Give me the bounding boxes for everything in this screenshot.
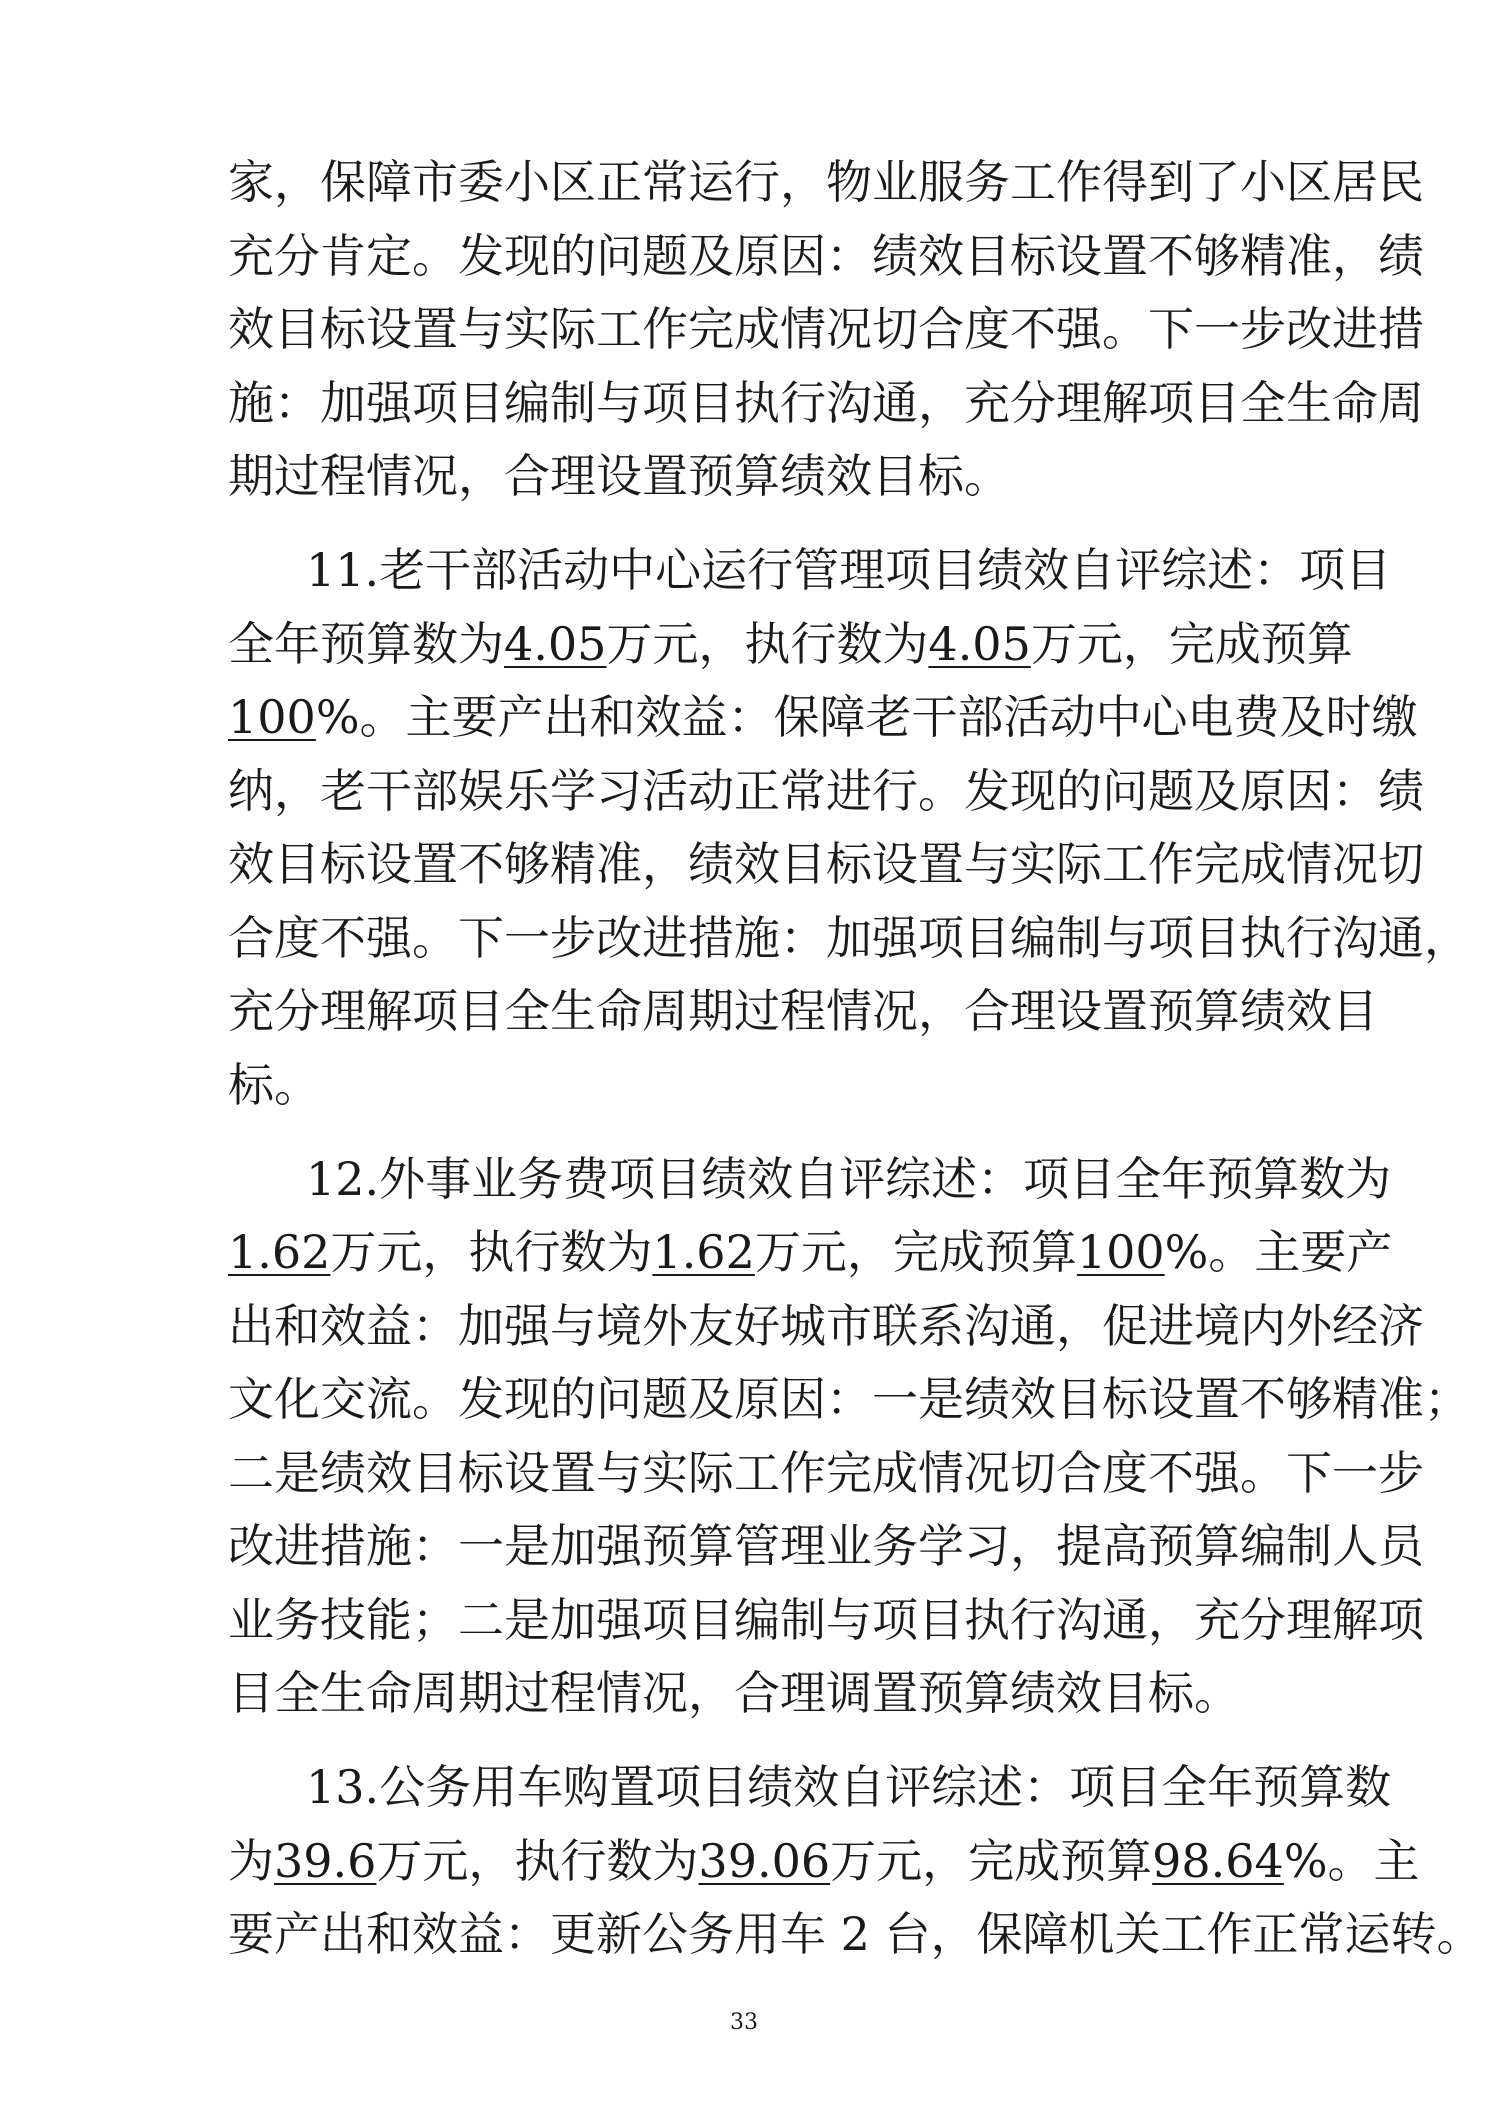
text-line: 充分理解项目全生命周期过程情况，合理设置预算绩效目 [228, 984, 1378, 1038]
text-line: 100%。主要产出和效益：保障老干部活动中心电费及时缴 [228, 690, 1418, 744]
text-line: 文化交流。发现的问题及原因：一是绩效目标设置不够精准； [228, 1372, 1470, 1426]
text-line: 合度不强。下一步改进措施：加强项目编制与项目执行沟通， [228, 911, 1470, 965]
text-line: 纳，老干部娱乐学习活动正常进行。发现的问题及原因：绩 [228, 764, 1424, 818]
text-line: 要产出和效益：更新公务用车 2 台，保障机关工作正常运转。 [228, 1907, 1483, 1961]
completion-rate: 100 [1076, 1225, 1165, 1279]
completion-rate: 100 [228, 690, 316, 744]
completion-rate: 98.64 [1152, 1834, 1284, 1888]
executed-amount: 4.05 [928, 617, 1031, 671]
budget-amount: 4.05 [504, 617, 607, 671]
text-line: 1.62万元，执行数为1.62万元，完成预算100%。主要产 [228, 1225, 1393, 1279]
executed-amount: 39.06 [698, 1834, 831, 1888]
item-13-heading-line: 13.公务用车购置项目绩效自评综述：项目全年预算数 [306, 1760, 1392, 1814]
page-number: 33 [730, 2010, 758, 2035]
text-line: 期过程情况，合理设置预算绩效目标。 [228, 449, 1010, 503]
text-line: 全年预算数为4.05万元，执行数为4.05万元，完成预算 [228, 617, 1353, 671]
text-line: 家，保障市委小区正常运行，物业服务工作得到了小区居民 [228, 155, 1424, 209]
text-line: 目全生命周期过程情况，合理调置预算绩效目标。 [228, 1666, 1240, 1720]
text-line: 出和效益：加强与境外友好城市联系沟通，促进境内外经济 [228, 1299, 1424, 1353]
text-line: 改进措施：一是加强预算管理业务学习，提高预算编制人员 [228, 1519, 1424, 1573]
text-line: 效目标设置不够精准，绩效目标设置与实际工作完成情况切 [228, 837, 1424, 891]
item-11-heading-line: 11.老干部活动中心运行管理项目绩效自评综述：项目 [306, 543, 1392, 597]
text-line: 施：加强项目编制与项目执行沟通，充分理解项目全生命周 [228, 376, 1424, 430]
item-12-heading-line: 12.外事业务费项目绩效自评综述：项目全年预算数为 [306, 1152, 1392, 1206]
budget-amount: 39.6 [274, 1834, 377, 1888]
text-line: 二是绩效目标设置与实际工作完成情况切合度不强。下一步 [228, 1446, 1424, 1500]
text-line: 标。 [228, 1058, 320, 1112]
text-line: 为39.6万元，执行数为39.06万元，完成预算98.64%。主 [228, 1834, 1420, 1888]
budget-amount: 1.62 [228, 1225, 331, 1279]
text-line: 充分肯定。发现的问题及原因：绩效目标设置不够精准，绩 [228, 229, 1424, 283]
text-line: 业务技能；二是加强项目编制与项目执行沟通，充分理解项 [228, 1593, 1424, 1647]
executed-amount: 1.62 [652, 1225, 755, 1279]
text-line: 效目标设置与实际工作完成情况切合度不强。下一步改进措 [228, 302, 1424, 356]
